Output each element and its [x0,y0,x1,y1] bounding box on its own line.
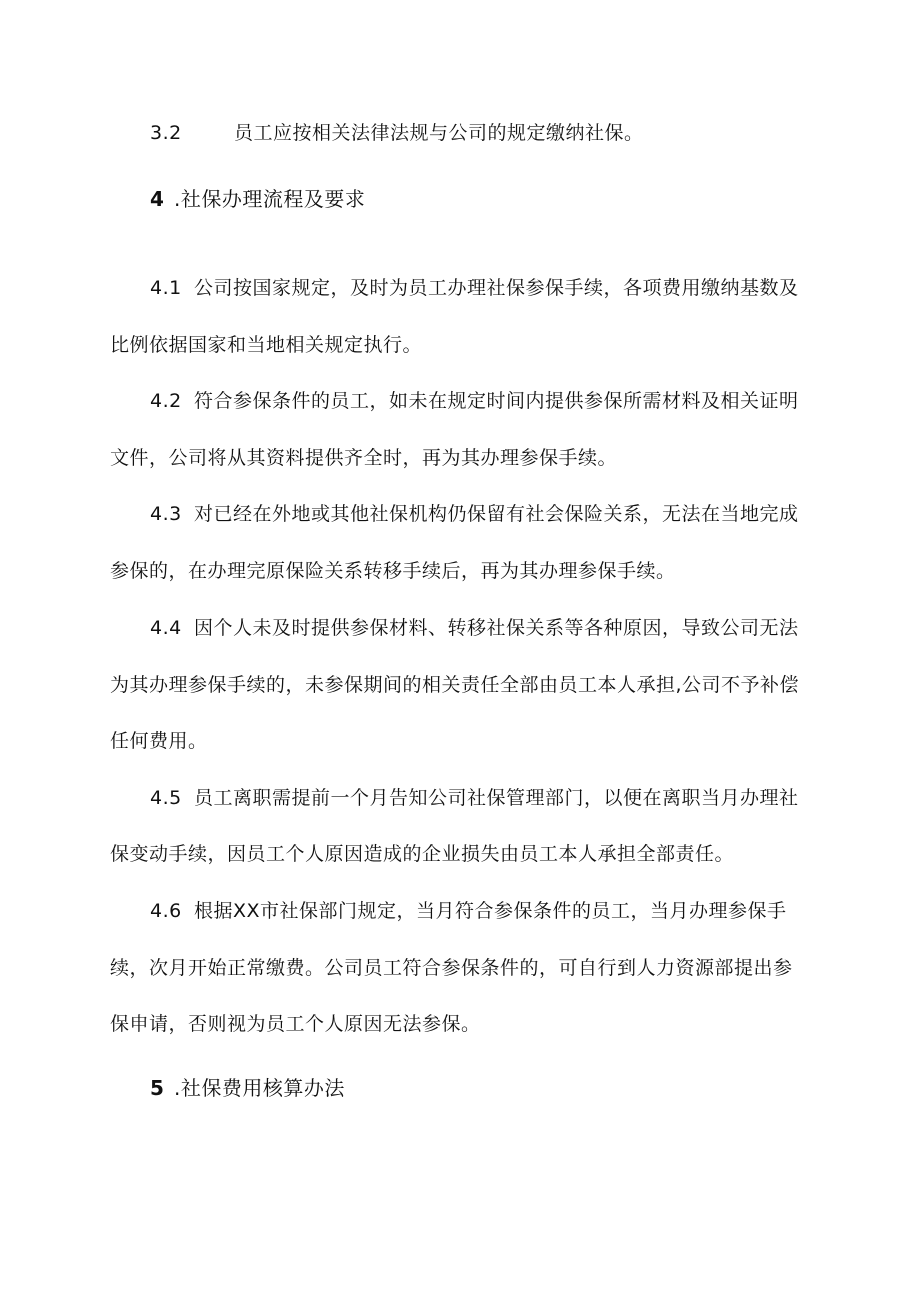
clause-4-6-line-3: 保申请，否则视为员工个人原因无法参保。 [110,1013,481,1035]
clause-text: 符合参保条件的员工，如未在规定时间内提供参保所需材料及相关证明 [194,390,799,412]
clause-number: 3.2 [150,122,182,144]
clause-number: 4.5 [150,787,182,809]
clause-text: 对已经在外地或其他社保机构仍保留有社会保险关系，无法在当地完成 [194,503,799,525]
clause-text: 因个人未及时提供参保材料、转移社保关系等各种原因，导致公司无法 [194,617,799,639]
clause-number: 4.2 [150,390,182,412]
section-heading-4 [150,185,365,213]
clause-text: 公司按国家规定，及时为员工办理社保参保手续，各项费用缴纳基数及 [194,277,799,299]
clause-4-2-line-2: 文件，公司将从其资料提供齐全时，再为其办理参保手续。 [110,447,618,469]
section-number: 4 [150,187,165,211]
clause-4-4-line-3: 任何费用。 [110,730,208,752]
section-heading-5 [150,1074,345,1102]
clause-4-6-line-1 [150,897,787,925]
clause-number: 4.4 [150,617,182,639]
clause-4-5-line-1 [150,784,799,812]
clause-3-2 [150,119,644,147]
clause-4-3-line-2: 参保的，在办理完原保险关系转移手续后，再为其办理参保手续。 [110,560,676,582]
clause-4-4-line-2: 为其办理参保手续的，未参保期间的相关责任全部由员工本人承担,公司不予补偿 [110,674,800,696]
section-number: 5 [150,1076,165,1100]
clause-4-5-line-2: 保变动手续，因员工个人原因造成的企业损失由员工本人承担全部责任。 [110,843,735,865]
section-title: .社保费用核算办法 [174,1076,345,1100]
clause-4-2-line-1 [150,387,799,415]
clause-number: 4.6 [150,900,182,922]
clause-4-3-line-1 [150,500,799,528]
clause-4-4-line-1 [150,614,799,642]
clause-text: 根据XX市社保部门规定，当月符合参保条件的员工，当月办理参保手 [194,900,787,922]
section-title: .社保办理流程及要求 [174,187,366,211]
clause-text: 员工离职需提前一个月告知公司社保管理部门，以便在离职当月办理社 [194,787,799,809]
clause-number: 4.1 [150,277,182,299]
clause-text: 员工应按相关法律法规与公司的规定缴纳社保。 [234,122,644,144]
clause-4-1-line-1 [150,274,799,302]
clause-4-6-line-2: 续，次月开始正常缴费。公司员工符合参保条件的，可自行到人力资源部提出参 [110,957,793,979]
clause-number: 4.3 [150,503,182,525]
clause-4-1-line-2: 比例依据国家和当地相关规定执行。 [110,334,423,356]
